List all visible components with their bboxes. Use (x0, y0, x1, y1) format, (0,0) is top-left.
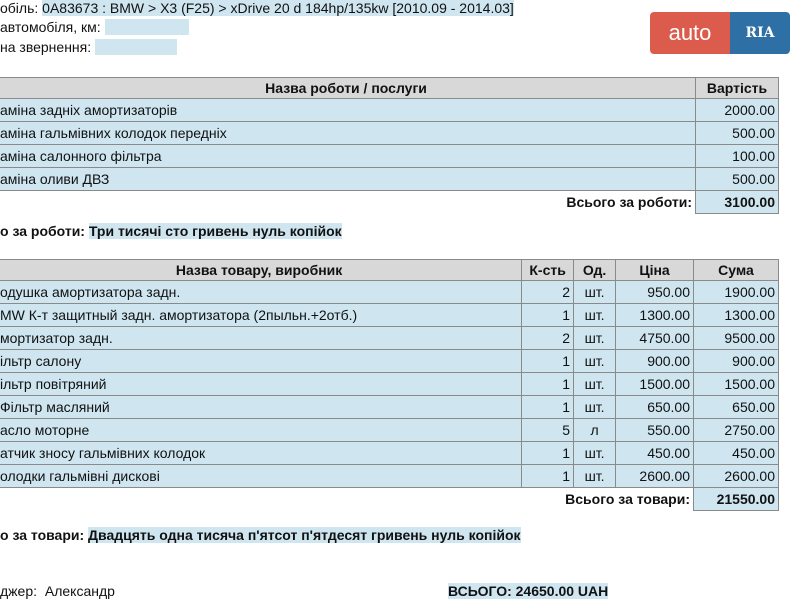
work-name: аміна гальмівних колодок передніх (0, 122, 696, 145)
mileage-line (0, 19, 189, 35)
goods-header-name: Назва товару, виробник (0, 260, 522, 281)
good-unit: шт. (574, 304, 616, 327)
good-sum: 1900.00 (694, 281, 779, 304)
good-sum: 650.00 (694, 396, 779, 419)
table-row (0, 350, 779, 373)
good-price: 2600.00 (616, 465, 694, 488)
work-cost: 2000.00 (696, 99, 779, 122)
date-line (0, 39, 177, 55)
works-total-row (0, 191, 779, 214)
mileage-label: автомобіля, км: (0, 19, 101, 35)
table-row (0, 442, 779, 465)
manager-name: Александр (44, 583, 115, 599)
goods-total-row (0, 488, 779, 511)
car-value: 0A83673 : BMW > X3 (F25) > xDrive 20 d 184hp/135kw [2010.09 - 2014.03] (42, 0, 514, 16)
goods-header-row (0, 260, 779, 281)
works-total-label: Всього за роботи: (0, 191, 696, 214)
table-row (0, 281, 779, 304)
goods-header-sum: Сума (694, 260, 779, 281)
good-unit: шт. (574, 327, 616, 350)
goods-words-line (0, 527, 521, 543)
good-name: MW К-т защитный задн. амортизатора (2пыльн.+2отб.) (0, 304, 522, 327)
works-header-name: Назва роботи / послуги (0, 78, 696, 99)
goods-words-value: Двадцять одна тисяча п'ятсот п'ятдесят гривень нуль копійок (88, 527, 521, 543)
good-name: ільтр повітряний (0, 373, 522, 396)
work-cost: 500.00 (696, 122, 779, 145)
goods-table (0, 259, 779, 511)
goods-total-label: Всього за товари: (0, 488, 694, 511)
good-unit: шт. (574, 396, 616, 419)
work-cost: 100.00 (696, 145, 779, 168)
good-qty: 1 (522, 442, 574, 465)
good-qty: 1 (522, 350, 574, 373)
works-table (0, 77, 779, 214)
manager-label: джер: (0, 583, 37, 599)
table-row (0, 327, 779, 350)
good-price: 1500.00 (616, 373, 694, 396)
good-unit: шт. (574, 281, 616, 304)
good-unit: шт. (574, 350, 616, 373)
date-value-blank (95, 39, 177, 55)
works-words-label: о за роботи: (0, 223, 85, 239)
work-name: аміна оливи ДВЗ (0, 168, 696, 191)
works-total-value: 3100.00 (696, 191, 779, 214)
logo-auto-text: auto (650, 12, 730, 54)
works-header-cost: Вартість (696, 78, 779, 99)
good-qty: 1 (522, 373, 574, 396)
good-price: 4750.00 (616, 327, 694, 350)
good-name: олодки гальмівні дискові (0, 465, 522, 488)
work-name: аміна задніх амортизаторів (0, 99, 696, 122)
good-name: мортизатор задн. (0, 327, 522, 350)
good-price: 900.00 (616, 350, 694, 373)
good-qty: 1 (522, 396, 574, 419)
table-row (0, 145, 779, 168)
good-name: асло моторне (0, 419, 522, 442)
good-qty: 5 (522, 419, 574, 442)
good-price: 1300.00 (616, 304, 694, 327)
good-sum: 2600.00 (694, 465, 779, 488)
manager-line (0, 583, 115, 599)
table-row (0, 168, 779, 191)
goods-total-value: 21550.00 (694, 488, 779, 511)
good-sum: 450.00 (694, 442, 779, 465)
good-sum: 900.00 (694, 350, 779, 373)
good-name: ільтр салону (0, 350, 522, 373)
good-qty: 2 (522, 281, 574, 304)
good-qty: 2 (522, 327, 574, 350)
grand-total-line (448, 583, 608, 599)
goods-words-label: о за товари: (0, 527, 85, 543)
table-row (0, 419, 779, 442)
good-price: 450.00 (616, 442, 694, 465)
good-unit: шт. (574, 373, 616, 396)
good-unit: шт. (574, 465, 616, 488)
work-cost: 500.00 (696, 168, 779, 191)
good-qty: 1 (522, 465, 574, 488)
mileage-value-blank (105, 19, 189, 35)
works-words-line (0, 223, 342, 239)
good-sum: 1500.00 (694, 373, 779, 396)
good-price: 650.00 (616, 396, 694, 419)
good-name: Фільтр масляний (0, 396, 522, 419)
works-words-value: Три тисячі сто гривень нуль копійок (88, 223, 342, 239)
table-row (0, 304, 779, 327)
good-price: 950.00 (616, 281, 694, 304)
goods-header-price: Ціна (616, 260, 694, 281)
table-row (0, 396, 779, 419)
good-sum: 2750.00 (694, 419, 779, 442)
good-unit: л (574, 419, 616, 442)
date-label: на звернення: (0, 39, 92, 55)
table-row (0, 465, 779, 488)
table-row (0, 373, 779, 396)
good-price: 550.00 (616, 419, 694, 442)
good-qty: 1 (522, 304, 574, 327)
autoria-logo (650, 12, 790, 54)
table-row (0, 99, 779, 122)
logo-ria-text: RIA (730, 12, 790, 54)
car-label: обіль: (0, 0, 39, 16)
goods-header-qty: К-сть (522, 260, 574, 281)
work-name: аміна салонного фільтра (0, 145, 696, 168)
good-name: одушка амортизатора задн. (0, 281, 522, 304)
good-sum: 1300.00 (694, 304, 779, 327)
car-line (0, 0, 514, 16)
table-row (0, 122, 779, 145)
good-unit: шт. (574, 442, 616, 465)
works-header-row (0, 78, 779, 99)
good-name: атчик зносу гальмівних колодок (0, 442, 522, 465)
good-sum: 9500.00 (694, 327, 779, 350)
grand-total-value: ВСЬОГО: 24650.00 UAH (448, 583, 609, 599)
goods-header-unit: Од. (574, 260, 616, 281)
